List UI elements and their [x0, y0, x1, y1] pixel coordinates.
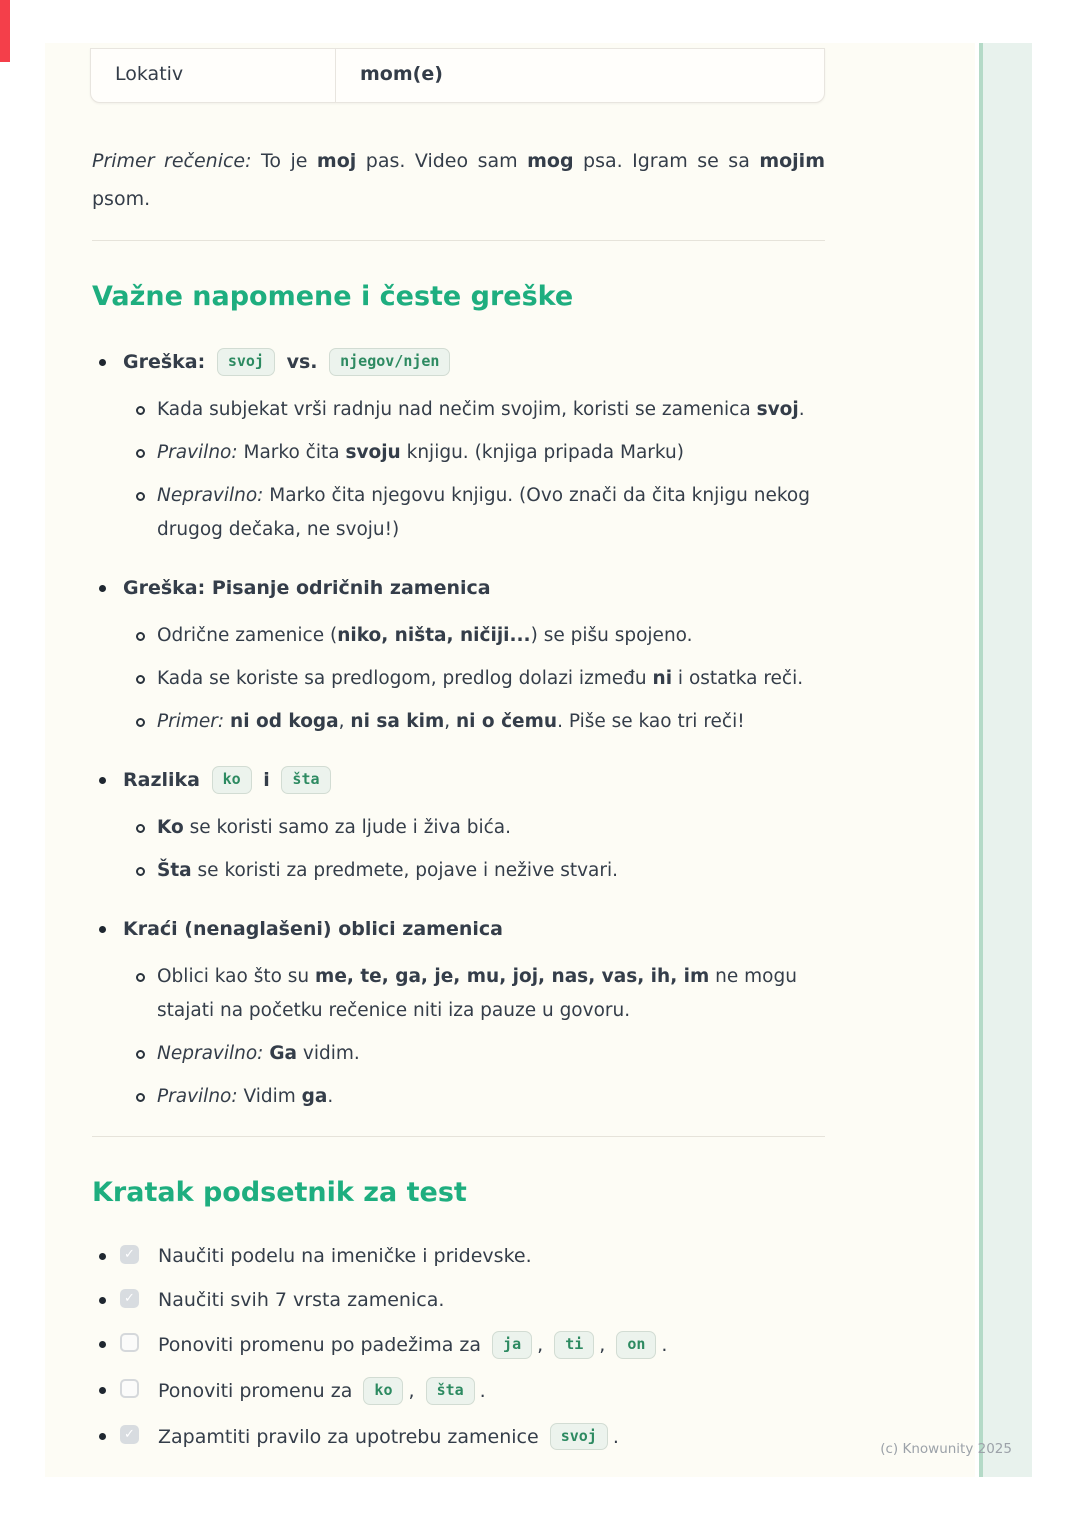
sub-item [92, 393, 832, 427]
case-table-row [90, 48, 825, 103]
circle-bullet-icon [136, 867, 145, 876]
checklist-item [92, 1287, 852, 1313]
text-run: , [444, 711, 456, 732]
text-run: , [338, 711, 351, 732]
text-run: Primer rečenice: [92, 150, 261, 172]
note-title-text [123, 577, 491, 599]
section-divider [92, 240, 825, 241]
sub-list [92, 393, 825, 547]
section-divider [92, 1136, 825, 1137]
sub-item-text [157, 668, 803, 689]
note-item [92, 914, 825, 1114]
sub-item [92, 1037, 832, 1071]
text-run: Kada subjekat vrši radnju nad nečim svojim, koristi se zamenica [157, 399, 757, 420]
note-item [92, 573, 825, 739]
sub-item-text [157, 399, 805, 420]
sub-item [92, 1080, 832, 1114]
sub-item [92, 705, 832, 739]
text-run: psom. [92, 188, 151, 210]
note-title-text [123, 918, 503, 940]
text-run: Pravilno: [157, 442, 238, 463]
text-run: Oblici kao što su [157, 966, 316, 987]
text-run: Vidim [237, 1086, 302, 1107]
bullet-dot-icon [99, 926, 106, 933]
circle-bullet-icon [136, 1050, 145, 1059]
section-heading-notes: Važne napomene i česte greške [92, 281, 574, 312]
text-run: Šta [157, 860, 192, 881]
circle-bullet-icon [136, 449, 145, 458]
checkbox-unchecked[interactable] [120, 1379, 139, 1398]
text-run: svoju [345, 442, 401, 463]
text-run: mog [527, 150, 574, 172]
check-icon: ✓ [124, 1426, 135, 1442]
text-run: . [479, 1379, 486, 1402]
checklist-item-text [158, 1380, 486, 1402]
example-sentence [92, 142, 825, 218]
sub-list [92, 619, 825, 739]
note-content [45, 48, 825, 1450]
text-run: ) se pišu spojeno. [530, 625, 693, 646]
bullet-dot-icon [99, 585, 106, 592]
sub-item [92, 811, 832, 845]
text-run: Greška: [123, 351, 212, 373]
sub-item [92, 479, 832, 547]
text-run: . [612, 1425, 619, 1448]
text-run: moj [316, 150, 357, 172]
code-chip: ja [492, 1331, 532, 1359]
code-chip: šta [281, 766, 330, 794]
code-chip: šta [426, 1377, 475, 1405]
note-item [92, 347, 825, 547]
text-run: se koristi za predmete, pojave i nežive stvari. [191, 860, 619, 881]
checklist-item-text [158, 1289, 444, 1311]
text-run: ga [301, 1086, 328, 1107]
note-title [92, 765, 825, 795]
checklist [92, 1243, 825, 1450]
text-run: , [408, 1379, 421, 1402]
text-run: Greška: Pisanje odričnih zamenica [123, 577, 491, 599]
text-run: ne mogu stajati na početku rečenice niti iza pauze u govoru. [157, 966, 797, 1021]
checkbox-unchecked[interactable] [120, 1333, 139, 1352]
text-run: Ko [157, 817, 184, 838]
text-run: , [599, 1334, 612, 1356]
table-cell-case-form: mom(e) [360, 63, 443, 85]
checklist-item [92, 1377, 852, 1405]
text-run: Odrične zamenice ( [157, 625, 338, 646]
note-content-card [45, 43, 975, 1477]
section-heading-checklist: Kratak podsetnik za test [92, 1177, 467, 1208]
sub-item [92, 619, 832, 653]
check-icon: ✓ [124, 1291, 135, 1306]
text-run: Marko čita [237, 442, 346, 463]
sub-item-text [157, 625, 693, 646]
text-run: i ostatka reči. [672, 668, 804, 689]
text-run: Ponoviti promenu za [158, 1379, 359, 1402]
text-run: Ga [269, 1043, 297, 1064]
text-run: ni [652, 668, 673, 689]
text-run: ni sa kim [350, 711, 445, 732]
sub-item-text [157, 817, 511, 838]
table-cell-case-name: Lokativ [91, 49, 336, 102]
sub-item-text [157, 442, 684, 463]
text-run: Pravilno: [157, 1086, 238, 1107]
checklist-item-text [158, 1334, 667, 1356]
text-run: Nepravilno: [157, 1043, 264, 1064]
right-margin-strip [979, 43, 1032, 1477]
code-chip: on [616, 1331, 656, 1359]
sub-item-text [157, 1043, 360, 1064]
checklist-item [92, 1331, 852, 1359]
text-run: Razlika [123, 769, 207, 791]
text-run: Ponoviti promenu po padežima za [158, 1334, 488, 1356]
circle-bullet-icon [136, 492, 145, 501]
text-run: niko, ništa, ničiji... [337, 625, 531, 646]
text-run: svoj [756, 399, 799, 420]
text-run: ni o čemu [455, 711, 558, 732]
sub-item-text [157, 711, 745, 732]
copyright-text: (c) Knowunity 2025 [880, 1441, 1012, 1457]
bullet-dot-icon [99, 1253, 106, 1260]
text-run: me, te, ga, je, mu, joj, nas, vas, ih, im [315, 966, 710, 987]
checkbox-checked[interactable] [120, 1245, 139, 1264]
code-chip: svoj [217, 348, 275, 376]
text-run: vs. [279, 351, 325, 373]
text-run: vidim. [296, 1043, 360, 1064]
circle-bullet-icon [136, 406, 145, 415]
text-run: Kraći (nenaglašeni) oblici zamenica [123, 918, 503, 940]
circle-bullet-icon [136, 1093, 145, 1102]
note-title-text [123, 351, 455, 373]
code-chip: ko [363, 1377, 403, 1405]
text-run: Primer: [157, 711, 225, 732]
text-run: pas. Video sam [356, 150, 528, 172]
text-run: Nepravilno: [157, 485, 264, 506]
text-run: . Piše se kao tri reči! [557, 711, 745, 732]
text-run: Naučiti podelu na imeničke i pridevske. [158, 1245, 532, 1267]
bullet-dot-icon [99, 1387, 106, 1394]
code-chip: svoj [550, 1423, 608, 1451]
check-icon: ✓ [124, 1247, 135, 1262]
bullet-dot-icon [99, 1297, 106, 1304]
circle-bullet-icon [136, 824, 145, 833]
text-run: se koristi samo za ljude i živa bića. [183, 817, 511, 838]
code-chip: njegov/njen [329, 348, 450, 376]
checkbox-checked[interactable] [120, 1289, 139, 1308]
note-title [92, 347, 825, 377]
text-run: mojim [759, 150, 825, 172]
text-run: Marko čita njegovu knjigu. (Ovo znači da čita knjigu nekog drugog dečaka, ne svoju!) [157, 485, 810, 540]
sub-item-text [157, 1086, 333, 1107]
note-item [92, 765, 825, 888]
text-run: i [256, 769, 277, 791]
circle-bullet-icon [136, 973, 145, 982]
notes-list [92, 347, 825, 1114]
text-run: Kada se koriste sa predlogom, predlog dolazi između [157, 668, 653, 689]
sub-item [92, 436, 832, 470]
bullet-dot-icon [99, 359, 106, 366]
sub-item-text [157, 966, 797, 1021]
circle-bullet-icon [136, 718, 145, 727]
note-title [92, 573, 825, 603]
sub-item [92, 854, 832, 888]
text-run: Zapamtiti pravilo za upotrebu zamenice [158, 1425, 545, 1448]
sub-item [92, 960, 832, 1028]
text-run: knjigu. (knjiga pripada Marku) [400, 442, 684, 463]
text-run: To je [261, 150, 317, 172]
left-edge-marker [0, 0, 10, 62]
text-run: , [537, 1334, 550, 1356]
circle-bullet-icon [136, 632, 145, 641]
sub-item-text [157, 485, 810, 540]
text-run: . [798, 399, 805, 420]
sub-list [92, 960, 825, 1114]
text-run: ni od koga [230, 711, 339, 732]
bullet-dot-icon [99, 1341, 106, 1348]
code-chip: ti [554, 1331, 594, 1359]
sub-item-text [157, 860, 618, 881]
bullet-dot-icon [99, 1433, 106, 1440]
sub-item [92, 662, 832, 696]
text-run: psa. Igram se sa [573, 150, 760, 172]
checklist-item-text [158, 1245, 532, 1267]
code-chip: ko [212, 766, 252, 794]
bullet-dot-icon [99, 777, 106, 784]
text-run: . [327, 1086, 334, 1107]
text-run: . [661, 1334, 668, 1356]
circle-bullet-icon [136, 675, 145, 684]
text-run: Naučiti svih 7 vrsta zamenica. [158, 1289, 445, 1311]
note-title [92, 914, 825, 944]
sub-list [92, 811, 825, 888]
checklist-item [92, 1243, 852, 1269]
note-title-text [123, 769, 336, 791]
